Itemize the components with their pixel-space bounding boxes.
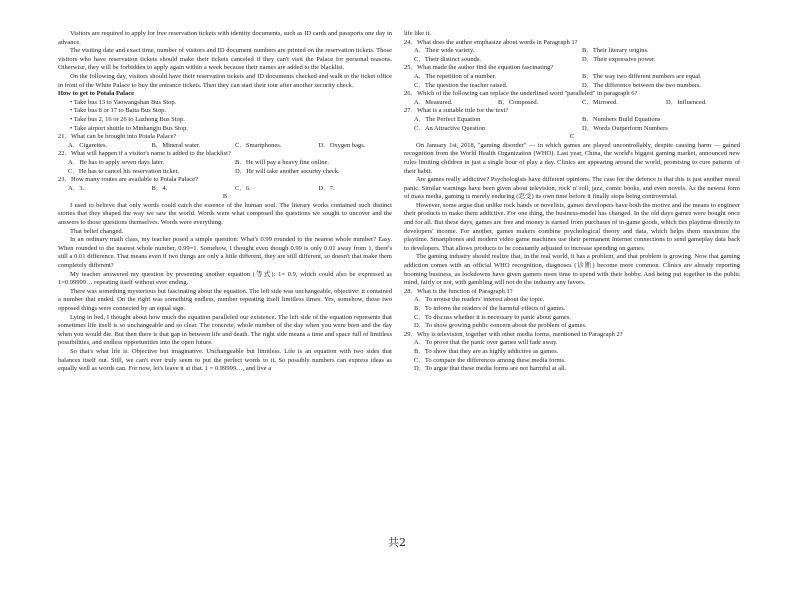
answer-option: C．6. [235,184,251,192]
paragraph: Are games really addictive? Psychologists have different opinions. The case for the defence is that this is just another moral panic. Similar warnings have been given about television, rock' n' roll, jazz, comic books, and even novels. As the newest form of mass media, gaming is merely enduring (忍受) its own time before it finally stops being controversial. [404,176,740,201]
paragraph: On January 1st, 2018, "gaming disorder" — in which games are played uncontrollably, despite causing harm — gained recognition from the World Health Organization (WHO). Last year, China, the world's biggest gaming market, announced new rules limiting children in just a single hour of play a day. Clinics are appearing around the world, promising to cure patients of their habit. [404,141,740,175]
answer-option: A．To prove that the panic over games will fade away. [414,339,558,347]
answer-option: C．Mirrored. [582,98,618,106]
question-27 [404,107,740,133]
section-label: B [222,193,228,201]
left-column [58,30,392,374]
paragraph: Lying in bed, I thought about how much the equation paralleled our existence. The left side of the equation represents that sometimes life itself is so unchangeable and so clear. The concrete, whole number of the day when you were born and the day when you would die. But then there is that gap in between life and death. The right side means a time and space full of limitless possibilities, and endless opportunities into the open future. [58,313,392,347]
question-28 [404,288,740,331]
right-column [404,30,740,374]
answer-option: B．Composed. [498,98,539,106]
answer-option: D．He will take another security check. [235,167,340,175]
question-25 [404,64,740,90]
answer-option: B．Numbers Build Equations [582,115,661,123]
section-label: C [569,133,575,141]
answer-option: D．Influenced. [666,98,707,106]
route-item: • Take bus 8 or 17 to Baita Bus Stop. [70,107,166,115]
answer-option: C．Their distinct sounds. [414,55,481,63]
paragraph: So that's what life is. Objective but imaginative. Unchangeable but limitless. Life is an equation with two sides that balances itself out. Still, we can't ever truly seem to put the perfect words to it. So possibly numbers can express ideas as equally well as words can. For now, let's leave it at that. 1 = 0.99999…, and live a [58,347,392,373]
question-26 [404,90,740,107]
answer-option: C．To compare the differences among these media forms. [414,356,566,364]
answer-option: C．An Attractive Question [414,124,486,132]
answer-option: B．To inform the readers of the harmful effects of games. [414,305,566,312]
question-stem: 23．How many routes are available to Potala Palace? [58,176,198,184]
answer-option: B．Their literary origins. [582,47,649,55]
answer-option: C．He has to cancel his reservation ticket. [68,167,180,175]
passage-continuation: life like it. [404,30,431,37]
answer-option: B．He will pay a heavy fine online. [235,158,330,166]
answer-option: A．To arouse the readers' interest about the topic. [414,296,545,304]
paragraph: However, some argue that unlike rock bands or novelists, games developers have both the motive and the means to engineer their products to make them addictive. For one thing, the business-model has changed. In the old days games were bought once and for all. But these days, games are free and money is earned from purchases of in-game goods, which ties playtime directly to developers' income. For another, games makers combine psychological theory and data, which helps them maximize the playtime. Smartphones and modern video game machines use their permanent Internet connections to send gameplay data back to developers. That allows products to be constantly adjusted to increase spending on games. [404,201,740,252]
question-23 [58,176,392,193]
route-item: • Take airport shuttle to Minhangju Bus Stop. [70,124,188,132]
answer-option: D．7. [318,184,335,192]
paragraph: In an ordinary math class, my teacher posed a simple question: What's 0.99 rounded to the nearest whole number? Easy. When rounded to the nearest whole number, 0.99=1. Somehow, I thought even though 0.99 is only 0.01 away from 1, there's still a 0.01 difference. That means even if two things are only a little different, they are still different, so doesn't that make them completely different? [58,236,392,270]
passage-c-text [404,142,740,288]
answer-option: A．Their wide variety. [414,47,475,55]
paragraph: There was something mysterious but fascinating about the equation. The left side was unchangeable, objective: it contained a number that ended. On the right was something endless, number repeating itself limitless times. Yes, somehow, those two opposed things were connected by an equal sign. [58,287,392,312]
answer-option: A．The Perfect Equation [414,115,481,123]
paragraph: That belief changed. [70,227,124,235]
question-stem: 29．Why is television, together with other media forms, mentioned in Paragraph 2? [404,330,623,338]
question-stem: 26．Which of the following can replace the underlined word "paralleled" in paragraph 6? [404,90,638,98]
answer-option: C．Smartphones. [235,141,282,149]
answer-option: A．Cigarettes. [68,141,108,149]
answer-option: D．To show growing public concern about the problem of games. [414,322,587,330]
section-heading: How to get to Potala Palace [58,90,134,98]
question-stem: 21．What can be brought into Potala Palace? [58,133,177,141]
answer-option: B．The way two different numbers are equal. [582,72,702,80]
question-stem: 27．What is a suitable title for the text? [404,107,509,115]
question-stem: 22．What will happen if a visitor's name is added to the blacklist? [58,150,231,158]
answer-option: D．Oxygen bags. [318,141,366,149]
answer-option: A．The repetition of a number. [414,72,497,80]
question-22 [58,150,392,176]
answer-option: B．To show that they are as highly addictive as games. [414,347,559,355]
paragraph: The gaming industry should realize that, in the real world, it has a problem, and that problem is growing. Now that gaming addiction comes with an official WHO recognition, diagnoses (诊断) become more common. Clinics are already reporting booming business, as lockdowns have given gamers more time to spend with their hobby. And being put together in the public mind, fairly or not, with gambling will not do the industry any favors. [404,253,740,287]
paragraph: On the following day, visitors should have their reservation tickets and ID documents checked and walk to the ticket office in front of the White Palace to buy the entrance tickets. Then they can start their tour after another security check. [58,72,392,89]
question-stem: 28．What is the function of Paragraph 1? [404,287,513,295]
answer-option: B．4. [151,184,168,192]
paragraph: I used to believe that only words could catch the essence of the human soul. The literary works contained such distinct stories that they shaped the way we saw the world. Words were what composed the questions we sought to uncover and the answers to those questions themselves. Words were everything. [58,201,392,227]
answer-option: A．Measured. [414,98,453,106]
answer-option: D．Their expressive power. [582,55,656,63]
paragraph: My teacher answered my question by presenting another equation (等式): 1= 0.9, which could also be expressed as 1=0.99999… repeating itself without ever ending. [58,270,392,287]
answer-option: A．3. [68,184,85,192]
route-list [58,99,392,133]
answer-option: D．To argue that these media forms are not harmful at all. [414,365,567,373]
answer-option: D．Words Outperform Numbers [582,124,668,132]
question-29 [404,331,740,374]
answer-option: B．Mineral water. [151,141,201,149]
question-stem: 24．What does the author emphasize about words in Paragraph 1? [404,38,578,46]
answer-option: C．To discuss whether it is necessary to panic about games. [414,313,571,321]
handwritten-mark: 共2 [388,536,406,549]
route-item: • Take bus 13 to Yaowangshan Bus Stop. [70,98,177,106]
answer-option: D．The difference between the two numbers. [582,81,702,89]
answer-option: C．The question the teacher raised. [414,81,508,89]
answer-option: A．He has to apply seven days later. [68,158,165,166]
route-item: • Take bus 2, 16 or 26 to Lazhong Bus Stop. [70,115,185,123]
passage-a-text [58,30,392,90]
question-stem: 25．What made the author find the equation fascinating? [404,64,554,72]
question-21 [58,133,392,150]
paragraph: The visiting date and exact time, number of visitors and ID document numbers are printed on the reservation tickets. Those visitors who have reservation tickets should make their tickets canceled if they can't visit the Palace for personal reasons. Otherwise, they will be forbidden to apply again within a week because their names are added to the blacklist. [58,47,392,72]
paragraph: Visitors are required to apply for free reservation tickets with identity documents, such as ID cards and passports one day in advance. [58,30,392,46]
passage-b-text [58,202,392,374]
question-24 [404,39,740,65]
